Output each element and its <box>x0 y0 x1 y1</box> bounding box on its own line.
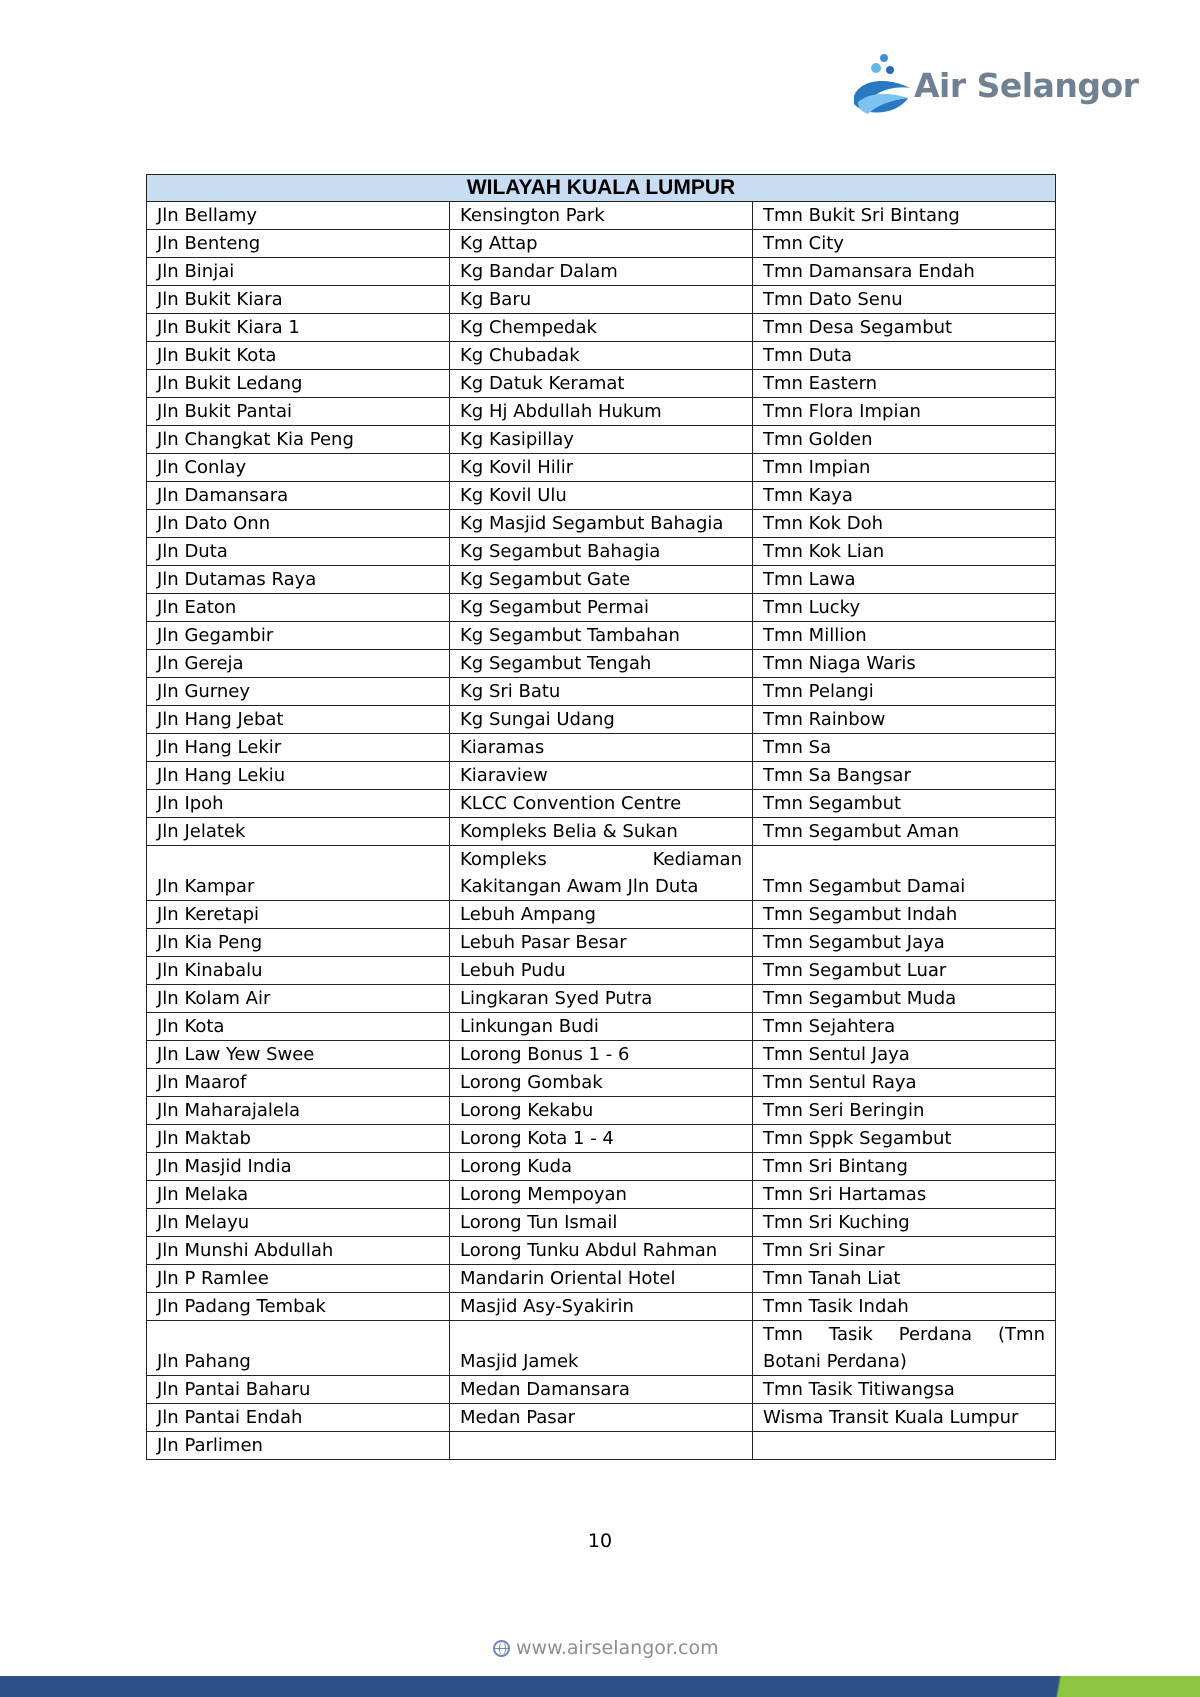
table-cell: Jln Maharajalela <box>147 1097 450 1125</box>
table-cell: Lorong Tunku Abdul Rahman <box>450 1237 753 1265</box>
table-cell: Tmn Sppk Segambut <box>753 1125 1056 1153</box>
table-cell: Kiaraview <box>450 762 753 790</box>
table-cell: Jln Melayu <box>147 1209 450 1237</box>
table-cell: Kg Segambut Tengah <box>450 650 753 678</box>
table-cell: Jln Pantai Baharu <box>147 1376 450 1404</box>
table-cell: Lingkaran Syed Putra <box>450 985 753 1013</box>
table-row <box>147 734 1056 762</box>
table-cell: Kensington Park <box>450 202 753 230</box>
page-number: 10 <box>587 1530 613 1552</box>
table-row <box>147 622 1056 650</box>
region-title: WILAYAH KUALA LUMPUR <box>147 175 1056 202</box>
table-row <box>147 1153 1056 1181</box>
table-cell: Jln Gereja <box>147 650 450 678</box>
table-row <box>147 957 1056 985</box>
table-cell: Tmn Million <box>753 622 1056 650</box>
table-cell: Medan Pasar <box>450 1404 753 1432</box>
table-cell: Tmn Damansara Endah <box>753 258 1056 286</box>
table-row <box>147 454 1056 482</box>
table-cell: Tmn City <box>753 230 1056 258</box>
table-cell: Jln Pahang <box>147 1321 450 1376</box>
table-cell: Jln Kinabalu <box>147 957 450 985</box>
table-cell: Tmn Seri Beringin <box>753 1097 1056 1125</box>
table-row <box>147 790 1056 818</box>
table-cell: Jln Maktab <box>147 1125 450 1153</box>
table-cell: Kg Kovil Ulu <box>450 482 753 510</box>
table-row <box>147 1209 1056 1237</box>
table-cell: Tmn Tanah Liat <box>753 1265 1056 1293</box>
table-cell: Jln Munshi Abdullah <box>147 1237 450 1265</box>
table-row <box>147 342 1056 370</box>
table-row <box>147 929 1056 957</box>
table-cell: Tmn Sri Sinar <box>753 1237 1056 1265</box>
table-cell: Jln Binjai <box>147 258 450 286</box>
table-cell: Jln Maarof <box>147 1069 450 1097</box>
table-row <box>147 1181 1056 1209</box>
table-cell: Tmn Flora Impian <box>753 398 1056 426</box>
table-cell: Jln Jelatek <box>147 818 450 846</box>
table-cell: Lebuh Ampang <box>450 901 753 929</box>
table-cell: Jln Kolam Air <box>147 985 450 1013</box>
table-cell: Linkungan Budi <box>450 1013 753 1041</box>
table-cell: Tmn Golden <box>753 426 1056 454</box>
table-cell: Tmn Segambut Aman <box>753 818 1056 846</box>
table-cell: Jln Dutamas Raya <box>147 566 450 594</box>
table-cell: Jln Bukit Ledang <box>147 370 450 398</box>
table-cell: Tmn Lawa <box>753 566 1056 594</box>
table-cell: Tmn Bukit Sri Bintang <box>753 202 1056 230</box>
table-cell: Kg Segambut Permai <box>450 594 753 622</box>
table-cell: Lorong Bonus 1 - 6 <box>450 1041 753 1069</box>
table-cell: Tmn Kaya <box>753 482 1056 510</box>
table-cell: Tmn Lucky <box>753 594 1056 622</box>
table-row <box>147 1432 1056 1460</box>
table-row <box>147 398 1056 426</box>
table-cell: Jln Kampar <box>147 846 450 901</box>
table-cell: Jln Padang Tembak <box>147 1293 450 1321</box>
table-cell: Masjid Asy-Syakirin <box>450 1293 753 1321</box>
table-cell: Kg Datuk Keramat <box>450 370 753 398</box>
table-cell: Mandarin Oriental Hotel <box>450 1265 753 1293</box>
table-row <box>147 370 1056 398</box>
table-cell: Jln Ipoh <box>147 790 450 818</box>
table-cell: Kg Masjid Segambut Bahagia <box>450 510 753 538</box>
table-row <box>147 1013 1056 1041</box>
table-cell: Jln Dato Onn <box>147 510 450 538</box>
table-cell: Jln Hang Lekir <box>147 734 450 762</box>
table-cell: Kg Kasipillay <box>450 426 753 454</box>
table-cell: Tmn Sa Bangsar <box>753 762 1056 790</box>
table-cell: Jln Duta <box>147 538 450 566</box>
table-cell: Tmn Segambut Damai <box>753 846 1056 901</box>
table-cell: Lorong Kekabu <box>450 1097 753 1125</box>
table-row <box>147 538 1056 566</box>
table-cell: Lorong Kuda <box>450 1153 753 1181</box>
table-row <box>147 482 1056 510</box>
table-cell: Kiaramas <box>450 734 753 762</box>
table-row <box>147 426 1056 454</box>
table-cell: Lebuh Pudu <box>450 957 753 985</box>
table-row <box>147 1404 1056 1432</box>
table-cell: Tmn Sejahtera <box>753 1013 1056 1041</box>
table-row <box>147 650 1056 678</box>
table-row <box>147 1321 1056 1376</box>
table-cell: Kg Attap <box>450 230 753 258</box>
table-header-row <box>147 175 1056 202</box>
table-cell: Kg Sri Batu <box>450 678 753 706</box>
table-cell: Tmn Tasik Indah <box>753 1293 1056 1321</box>
table-cell: Medan Damansara <box>450 1376 753 1404</box>
table-row <box>147 258 1056 286</box>
table-cell: Kg Kovil Hilir <box>450 454 753 482</box>
globe-icon <box>493 1640 510 1657</box>
table-cell: Jln Eaton <box>147 594 450 622</box>
table-row <box>147 510 1056 538</box>
table-cell: KLCC Convention Centre <box>450 790 753 818</box>
footer-color-bar <box>0 1676 1200 1697</box>
table-cell: Tmn Segambut Muda <box>753 985 1056 1013</box>
table-cell: Lorong Gombak <box>450 1069 753 1097</box>
table-cell: Jln Law Yew Swee <box>147 1041 450 1069</box>
table-cell: Lebuh Pasar Besar <box>450 929 753 957</box>
table-cell: Jln Melaka <box>147 1181 450 1209</box>
table-cell: Tmn Sa <box>753 734 1056 762</box>
table-row <box>147 1097 1056 1125</box>
table-cell: Jln Bellamy <box>147 202 450 230</box>
table-cell: Tmn Pelangi <box>753 678 1056 706</box>
table-cell: Tmn Niaga Waris <box>753 650 1056 678</box>
table-cell <box>450 1432 753 1460</box>
table-cell: Tmn Impian <box>753 454 1056 482</box>
table-row <box>147 762 1056 790</box>
table-cell: Masjid Jamek <box>450 1321 753 1376</box>
table-cell: Jln Gegambir <box>147 622 450 650</box>
footer-url[interactable] <box>493 1637 719 1659</box>
table-row <box>147 566 1056 594</box>
table-cell: Tmn Sentul Raya <box>753 1069 1056 1097</box>
table-cell: Kg Chempedak <box>450 314 753 342</box>
table-row <box>147 818 1056 846</box>
table-cell: Kg Bandar Dalam <box>450 258 753 286</box>
table-cell: Tmn Sri Kuching <box>753 1209 1056 1237</box>
table-cell: Jln Changkat Kia Peng <box>147 426 450 454</box>
table-cell: Tmn Segambut Luar <box>753 957 1056 985</box>
air-selangor-logo <box>850 52 1150 122</box>
table-cell: Tmn Rainbow <box>753 706 1056 734</box>
table-cell: Lorong Tun Ismail <box>450 1209 753 1237</box>
table-cell: Wisma Transit Kuala Lumpur <box>753 1404 1056 1432</box>
table-row <box>147 901 1056 929</box>
table-body <box>147 202 1056 1460</box>
table-row <box>147 1069 1056 1097</box>
table-row <box>147 706 1056 734</box>
table-cell: Kg Segambut Tambahan <box>450 622 753 650</box>
table-cell: Jln Bukit Kiara 1 <box>147 314 450 342</box>
table-row <box>147 1293 1056 1321</box>
table-cell: Jln Hang Lekiu <box>147 762 450 790</box>
table-cell: Kg Hj Abdullah Hukum <box>450 398 753 426</box>
table-row <box>147 1041 1056 1069</box>
table-cell: Jln Bukit Pantai <box>147 398 450 426</box>
table-cell: Tmn Sri Bintang <box>753 1153 1056 1181</box>
table-cell: Jln Damansara <box>147 482 450 510</box>
table-cell: Tmn Segambut Indah <box>753 901 1056 929</box>
table-cell: Kg Segambut Gate <box>450 566 753 594</box>
table-cell: Jln Parlimen <box>147 1432 450 1460</box>
table-cell: Jln Masjid India <box>147 1153 450 1181</box>
table-cell: Kg Segambut Bahagia <box>450 538 753 566</box>
table-row <box>147 594 1056 622</box>
table-cell: Tmn Kok Lian <box>753 538 1056 566</box>
table-cell: Tmn Sri Hartamas <box>753 1181 1056 1209</box>
table-cell: Tmn Eastern <box>753 370 1056 398</box>
table-cell <box>753 1432 1056 1460</box>
table-cell: Kg Baru <box>450 286 753 314</box>
table-cell: Jln Keretapi <box>147 901 450 929</box>
table-cell: Jln Bukit Kota <box>147 342 450 370</box>
street-list-table <box>146 174 1056 1460</box>
table-row <box>147 202 1056 230</box>
table-cell: Jln Kia Peng <box>147 929 450 957</box>
table-cell: Jln Conlay <box>147 454 450 482</box>
table-cell: Tmn Segambut <box>753 790 1056 818</box>
table-cell: Kg Chubadak <box>450 342 753 370</box>
table-cell: Jln P Ramlee <box>147 1265 450 1293</box>
table-cell: Jln Benteng <box>147 230 450 258</box>
table-cell: Tmn Dato Senu <box>753 286 1056 314</box>
table-row <box>147 678 1056 706</box>
table-cell: Jln Gurney <box>147 678 450 706</box>
footer-url-text: www.airselangor.com <box>516 1637 719 1659</box>
table-cell: Tmn Tasik Perdana (Tmn Botani Perdana) <box>753 1321 1056 1376</box>
water-drops-icon <box>850 52 914 122</box>
table-row <box>147 985 1056 1013</box>
logo-text: Air Selangor <box>914 66 1139 105</box>
table-cell: Kompleks Belia & Sukan <box>450 818 753 846</box>
table-row <box>147 1265 1056 1293</box>
table-cell: Jln Pantai Endah <box>147 1404 450 1432</box>
table-cell: Kompleks Kediaman Kakitangan Awam Jln Duta <box>450 846 753 901</box>
table-cell: Lorong Mempoyan <box>450 1181 753 1209</box>
table-cell: Tmn Kok Doh <box>753 510 1056 538</box>
table-cell: Tmn Duta <box>753 342 1056 370</box>
table-row <box>147 286 1056 314</box>
table-row <box>147 314 1056 342</box>
table-cell: Jln Bukit Kiara <box>147 286 450 314</box>
table-cell: Jln Kota <box>147 1013 450 1041</box>
table-row <box>147 1376 1056 1404</box>
table-row <box>147 230 1056 258</box>
table-cell: Jln Hang Jebat <box>147 706 450 734</box>
table-cell: Tmn Desa Segambut <box>753 314 1056 342</box>
table-cell: Tmn Sentul Jaya <box>753 1041 1056 1069</box>
table-cell: Lorong Kota 1 - 4 <box>450 1125 753 1153</box>
table-cell: Kg Sungai Udang <box>450 706 753 734</box>
table-row <box>147 1125 1056 1153</box>
table-cell: Tmn Segambut Jaya <box>753 929 1056 957</box>
table-row <box>147 1237 1056 1265</box>
table-row <box>147 846 1056 901</box>
table-cell: Tmn Tasik Titiwangsa <box>753 1376 1056 1404</box>
